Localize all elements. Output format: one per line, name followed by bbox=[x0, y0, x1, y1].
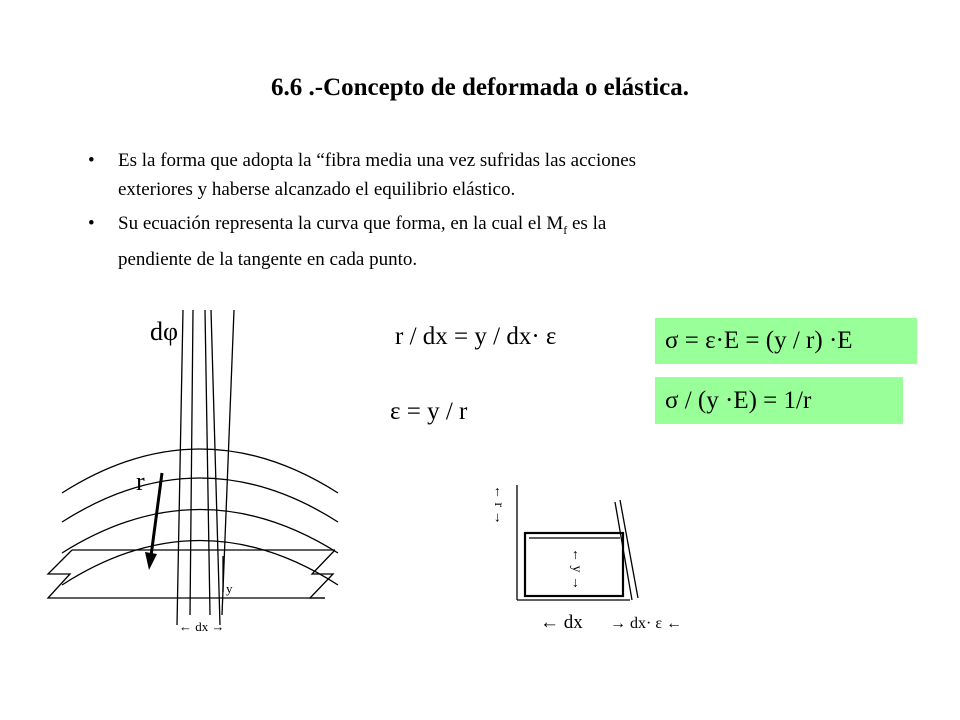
radial-line bbox=[177, 310, 183, 625]
y-dimension-label: ← y → bbox=[569, 548, 584, 590]
curved-fiber bbox=[62, 541, 338, 586]
slide-title: 6.6 .-Concepto de deformada o elástica. bbox=[271, 74, 689, 101]
y-label: y bbox=[226, 581, 233, 596]
right-break-line bbox=[310, 550, 335, 598]
bullet-dot: • bbox=[88, 150, 95, 171]
bullet-2-subscript: f bbox=[563, 222, 568, 237]
dx-label: ← dx → bbox=[179, 619, 225, 634]
curvature-equation-box: σ / (y ·E) = 1/r bbox=[655, 377, 903, 424]
bullet-dot: • bbox=[88, 213, 95, 234]
bullet-2-text-post: es la bbox=[567, 213, 607, 234]
radial-line bbox=[222, 310, 234, 615]
equation-strain: ε = y / r bbox=[390, 398, 468, 425]
stress-equation-box: σ = ε·E = (y / r) ·E bbox=[655, 318, 917, 364]
dx-dimension-label: ← dx bbox=[540, 612, 583, 633]
curved-fiber bbox=[62, 449, 338, 493]
bullet-2-line-2: pendiente de la tangente en cada punto. bbox=[118, 248, 418, 270]
left-beam-diagram bbox=[48, 310, 338, 625]
curved-fiber bbox=[62, 510, 338, 554]
radius-arrow bbox=[145, 473, 162, 570]
equation-r-dx: r / dx = y / dx· ε bbox=[395, 323, 557, 350]
radial-line bbox=[211, 310, 220, 625]
bullet-1-line-2: exteriores y haberse alcanzado el equilibrio elástico. bbox=[118, 179, 516, 200]
left-break-line bbox=[48, 550, 72, 598]
r-dimension-label: ← r → bbox=[491, 485, 506, 525]
angle-label: dφ bbox=[150, 317, 179, 346]
radial-line bbox=[190, 310, 193, 615]
dx-epsilon-label: → dx· ε ← bbox=[610, 615, 683, 632]
radial-line bbox=[205, 310, 210, 615]
bullet-2-text-pre: Su ecuación representa la curva que forma, en la cual el M bbox=[118, 213, 564, 234]
radius-label: r bbox=[136, 467, 145, 496]
bullet-1-line-1: Es la forma que adopta la “fibra media una vez sufridas las acciones bbox=[118, 150, 637, 171]
curved-fiber bbox=[62, 478, 338, 522]
